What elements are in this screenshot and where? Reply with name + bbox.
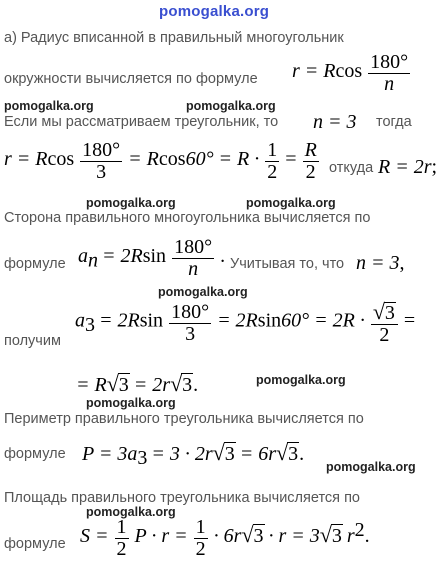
watermark: pomogalka.org — [246, 196, 336, 210]
radical-sign: √ — [212, 440, 225, 465]
watermark: pomogalka.org — [158, 285, 248, 299]
radicand: 3 — [331, 525, 342, 548]
formula-part: = 2R — [217, 309, 258, 332]
subscript: 3 — [137, 447, 148, 470]
radicand: 3 — [288, 443, 299, 465]
formula-n-equals-3 — [356, 252, 405, 275]
formula-part: 60° = 2R · — [281, 309, 365, 332]
punctuation: . — [299, 443, 305, 465]
formula-area — [80, 517, 370, 560]
radicand: 3 — [118, 374, 129, 396]
formula-part: · 6r — [213, 525, 242, 548]
formula-a3 — [75, 300, 415, 346]
fraction-1-2 — [194, 517, 208, 560]
frac-num: 1 — [195, 516, 206, 538]
text-line-3b: тогда — [376, 114, 412, 130]
frac-num: 180° — [370, 51, 409, 73]
formula-part: n = 3 — [356, 252, 400, 274]
cos-fn: cos — [47, 148, 75, 171]
fraction-180-3 — [80, 140, 122, 183]
frac-num — [371, 300, 398, 325]
text-line-10: Площадь правильного треугольника вычисляется по — [4, 490, 360, 506]
superscript: 2 — [354, 518, 365, 541]
frac-den: 2 — [305, 161, 316, 183]
formula-result — [76, 371, 198, 397]
site-header[interactable]: pomogalka.org — [159, 3, 270, 20]
frac-den: n — [384, 73, 395, 95]
watermark: pomogalka.org — [86, 196, 176, 210]
formula-part: r — [346, 525, 355, 548]
formula-part: R = 2r — [378, 156, 432, 178]
radicand: 3 — [253, 525, 264, 548]
fraction-180-n — [368, 52, 410, 95]
formula-inradius — [292, 52, 412, 95]
cos-fn: cos — [158, 148, 186, 171]
text-line-11: формуле — [4, 536, 66, 552]
subscript: n — [88, 249, 98, 272]
frac-den: 3 — [185, 322, 196, 345]
punctuation: , — [399, 252, 405, 274]
formula-perimeter — [82, 440, 304, 470]
fraction-R-2 — [303, 140, 319, 183]
radical-sign: √ — [106, 371, 119, 396]
fraction-180-n — [172, 237, 214, 280]
formula-part: = 2R — [99, 309, 140, 332]
frac-num: 180° — [171, 300, 210, 323]
radical-sign: √ — [170, 371, 183, 396]
formula-part: a — [78, 245, 88, 268]
equals-sign: = — [403, 309, 416, 332]
frac-den: 2 — [195, 538, 206, 560]
formula-part: = 2R — [102, 245, 143, 268]
punctuation: . — [364, 525, 370, 548]
cos-fn: cos — [335, 60, 363, 83]
formula-part: P · r = — [134, 525, 188, 548]
punctuation: ; — [431, 156, 438, 178]
sin-fn: sin — [257, 309, 282, 332]
watermark: pomogalka.org — [86, 505, 176, 519]
fraction-sqrt3-2 — [371, 300, 398, 346]
frac-num: 1 — [116, 516, 127, 538]
frac-num: R — [304, 139, 317, 161]
formula-n-equals-3: n = 3 — [313, 111, 357, 133]
watermark: pomogalka.org — [186, 99, 276, 113]
formula-r-derivation — [4, 140, 321, 183]
text-line-3: Если мы рассматриваем треугольник, то — [4, 114, 279, 130]
fraction-1-2 — [115, 517, 129, 560]
fraction-180-3 — [169, 302, 211, 345]
text-line-5: Сторона правильного многоугольника вычисляется по — [4, 210, 371, 226]
radical-sign: √ — [319, 522, 332, 548]
watermark: pomogalka.org — [4, 99, 94, 113]
formula-part: = 6r — [239, 443, 276, 465]
frac-den: 3 — [96, 161, 107, 183]
formula-part: P = 3a — [82, 443, 138, 465]
text-line-9: формуле — [4, 446, 66, 462]
watermark: pomogalka.org — [256, 373, 346, 387]
frac-den: n — [188, 258, 199, 280]
equals-sign: = — [285, 148, 297, 171]
text-line-1: а) Радиус вписанной в правильный многоугольник — [4, 30, 344, 46]
radicand: 3 — [224, 443, 235, 465]
formula-part: · r = 3 — [268, 525, 320, 548]
radical-sign: √ — [241, 522, 254, 548]
radicand: 3 — [182, 374, 193, 396]
formula-part: 60° = R · — [185, 148, 260, 171]
punctuation: . — [193, 374, 199, 396]
formula-part: = R — [128, 148, 159, 171]
text-line-6: формуле — [4, 256, 66, 272]
formula-part: a — [75, 309, 85, 332]
punctuation: . — [220, 245, 226, 268]
frac-num: 180° — [82, 139, 121, 161]
frac-num: 1 — [267, 139, 278, 161]
subscript: 3 — [85, 313, 95, 336]
formula-part: = 2r — [133, 374, 171, 396]
text-line-6b: Учитывая то, что — [230, 256, 345, 272]
text-line-8: Периметр правильного треугольника вычисляется по — [4, 411, 364, 427]
frac-den: 2 — [267, 161, 278, 183]
fraction-1-2 — [265, 140, 279, 183]
watermark: pomogalka.org — [86, 396, 176, 410]
formula-part: = 3 · 2r — [151, 443, 213, 465]
frac-den: 2 — [379, 324, 390, 346]
text-line-4: откуда — [329, 160, 374, 176]
sin-fn: sin — [139, 309, 164, 332]
radicand: 3 — [384, 302, 395, 324]
formula-part: = R — [76, 374, 107, 396]
radical-sign: √ — [372, 299, 385, 324]
formula-part: S = — [80, 525, 109, 548]
formula-lhs: r = R — [292, 60, 336, 83]
formula-R-equals-2r — [378, 156, 437, 179]
formula-part: r = R — [4, 148, 48, 171]
text-line-2: окружности вычисляется по формуле — [4, 71, 258, 87]
frac-den: 2 — [116, 538, 127, 560]
text-line-7: получим — [4, 333, 61, 349]
formula-side — [78, 237, 225, 280]
sin-fn: sin — [142, 245, 167, 268]
watermark: pomogalka.org — [326, 460, 416, 474]
frac-num: 180° — [174, 236, 213, 258]
radical-sign: √ — [276, 440, 289, 465]
